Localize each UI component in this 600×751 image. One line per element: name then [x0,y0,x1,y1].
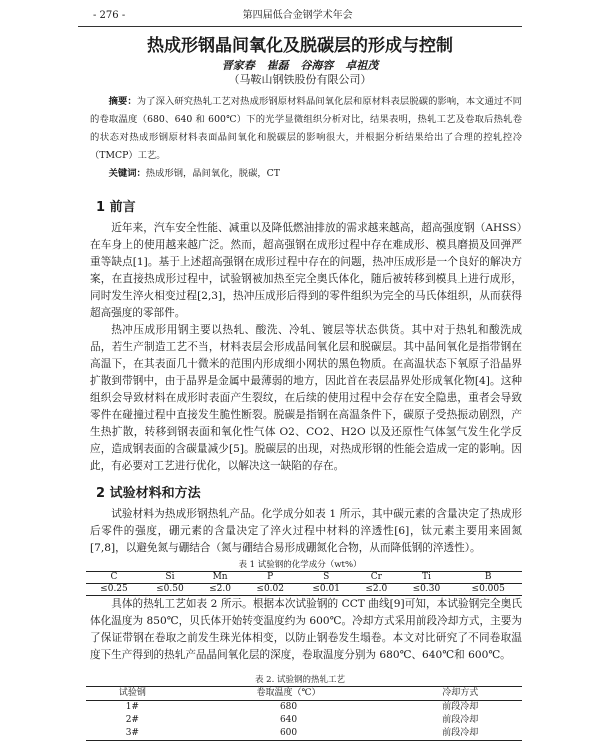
table-cell: ≤0.30 [398,584,454,596]
abstract-label: 摘要： [108,96,137,107]
keywords-label: 关键词： [108,168,146,179]
table-cell: ≤0.01 [298,584,354,596]
abstract [90,93,522,165]
section-1-heading: 1 前言 [96,200,136,215]
table-header-row [86,572,522,584]
table-header-cell: Ti [398,572,454,584]
table-cell: ≤0.005 [454,584,522,596]
table-header-row [86,687,522,701]
affiliation: （马鞍山钢铁股份有限公司） [228,73,372,86]
table-header-cell: C [86,572,142,584]
table-row [86,727,522,741]
table-cell: 640 [279,715,298,725]
header-rule [78,26,522,27]
table-header-cell: Cr [354,572,398,584]
table-cell: ≤0.25 [86,584,142,596]
section-2-heading: 2 试验材料和方法 [96,486,201,501]
running-header-row [78,9,522,23]
table-cell: 680 [279,702,298,712]
table-header-cell: 冷却方式 [398,687,522,701]
table-cell: ≤2.0 [354,584,398,596]
section-1-paragraph-1: 近年来，汽车安全性能、减重以及降低燃油排放的需求越来越高，超高强度钢（AHSS）在车身上的使用越来越广泛。然而，超高强钢在成形过程中存在难成形、模具磨损及回弹严重等缺点[1]。基于上述超高强钢在成形过程中存在的问题，热冲压成形是一个良好的解决方案，在直接热成形过程中，试验钢被加热至完全奥氏体化，随后被转移到模具上进行成形，同时发生淬火相变过程[2,3]，热冲压成形后得到的零件组织为完全的马氏体组织，从而获得超高强度的零部件。 [90,222,522,319]
keywords [90,165,522,183]
table-cell: 前段冷却 [398,727,522,741]
table-header-cell: 试验钢 [86,687,179,701]
section-2-paragraph-1: 试验材料为热成形钢热轧产品。化学成分如表 1 所示，其中碳元素的含量决定了热成形后零件的强度，硼元素的含量决定了淬火过程中材料的淬透性[6]，钛元素主要用来固氮[7,8]，以避免氮与硼结合（氮与硼结合易形成硼氮化合物，从而降低钢的淬透性）。 [90,508,522,554]
table-cell: ≤0.50 [142,584,198,596]
table-header-cell: Si [142,572,198,584]
table-cell: 前段冷却 [442,715,479,725]
table-cell: 2# [125,715,139,725]
table-2-caption: 表 2. 试验钢的热轧工艺 [254,675,345,685]
section-2-paragraph-2: 具体的热轧工艺如表 2 所示。根据本次试验钢的 CCT 曲线[9]可知，本试验钢完全奥氏体化温度为 850℃，贝氏体开始转变温度约为 600℃。冷却方式采用前段冷却方式，主要为了保证带钢在卷取之前发生珠光体相变，以防止钢卷发生塌卷。本文对比研究了不同卷取温度下生产得到的热轧产品晶间氧化层的深度，卷取温度分别为 680℃、640℃和 600℃。 [90,598,522,661]
table-header-cell: B [454,572,522,584]
table-header-cell: 卷取温度（℃） [179,687,399,701]
table-cell: ≤0.02 [242,584,298,596]
table-row [86,714,522,727]
table-cell: 1# [125,702,139,712]
section-1-paragraph-2: 热冲压成形用钢主要以热轧、酸洗、冷轧、镀层等状态供货。其中对于热轧和酸洗成品，若生产制造工艺不当，材料表层会形成晶间氧化层和脱碳层。其中晶间氧化是指带钢在高温下，在其表面几十微米的范围内形成细小网状的黑色物质。在高温状态下氧原子沿晶界扩散到带钢中，由于晶界是金属中最薄弱的地方，因此首在表层晶界处形成氧化物[4]。这种组织会导致材料在成形时表面产生裂纹，在后续的使用过程中会存在安全隐患，重者会导致零件在碰撞过程中直接发生脆性断裂。脱碳是指钢在高温条件下，碳原子受热振动剧烈，产生热扩散，转移到钢表面和氧化性气体 O2、CO2、H2O 以及还原性气体氢气发生化学反应，造成钢表面的含碳量减少[5]。脱碳层的出现，对热成形钢的性能会造成一定的影响。因此，有必要对工艺进行优化，以解决这一缺陷的存在。 [90,324,522,472]
table-header-cell: Mn [198,572,242,584]
table-cell: ≤2.0 [198,584,242,596]
page-number: - 276 - [93,10,126,21]
authors: 晋家春 崔磊 谷海容 卓祖茂 [221,59,379,72]
paper-title: 热成形钢晶间氧化及脱碳层的形成与控制 [147,36,453,56]
running-header: 第四届低合金钢学术年会 [242,10,353,21]
table-header-cell: P [242,572,298,584]
table-cell: 前段冷却 [442,702,479,712]
table-header-cell: S [298,572,354,584]
keywords-text: 热成形钢，晶间氧化，脱碳，CT [145,168,280,179]
table-1-chemical-composition [86,571,522,596]
table-row [86,584,522,596]
table-2-hot-rolling-process [86,686,522,741]
table-cell: 600 [179,727,399,741]
abstract-text: 为了深入研究热轧工艺对热成形钢原材料晶间氧化层和原材料表层脱碳的影响，本文通过不同的卷取温度（680、640 和 600℃）下的光学显微组织分析对比，结果表明，热轧工艺及卷取后热轧卷的状态对热成形钢原材料表面晶间氧化和脱碳层的影响很大，并根据分析结果给出了合理的控轧控冷（TMCP）工艺。 [90,96,522,161]
table-1-caption: 表 1 试验钢的化学成分（wt%） [238,560,362,570]
table-cell: 3# [86,727,179,741]
